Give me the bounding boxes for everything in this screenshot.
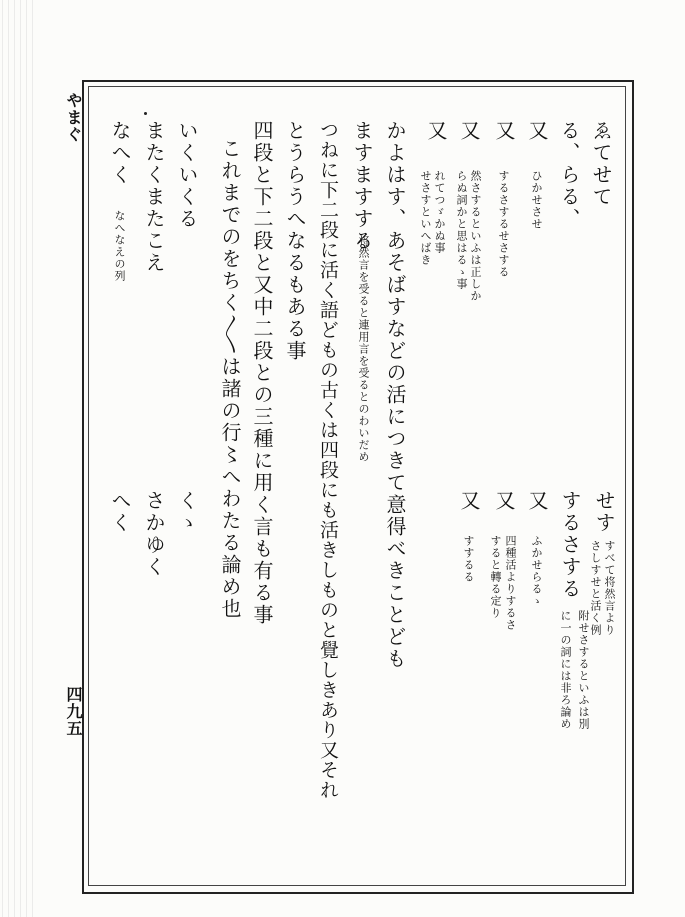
column-10: とうらうへなるもある事 xyxy=(283,120,307,362)
lower-column-5-note: すするる xyxy=(462,535,475,583)
lower-column-5: 又 xyxy=(457,490,481,512)
column-11: 四段と下二段と又中二段との三種に用く言も有る事 xyxy=(250,120,274,626)
lower-column-1: せす xyxy=(592,490,616,534)
lower-column-4: 又 xyxy=(492,490,516,512)
column-8-note: 将然言を受ると連用言を受るとのわいだめ xyxy=(357,235,370,463)
lower-column-3: 又 xyxy=(525,490,549,512)
column-6-note-a: れてつゞかぬ事 xyxy=(433,170,446,254)
column-4-note: するさするせさする xyxy=(497,170,510,278)
column-2: る、らる、 xyxy=(557,120,581,230)
lower-column-2-note-b: に一の詞には非ろ論め xyxy=(559,610,572,730)
column-12: これまでのをちく〳〵は諸の行〻へわたる論め也 xyxy=(218,138,242,620)
lower-column-4-note-a: 四種活よりするさ xyxy=(504,535,517,631)
lower-column-6: くゝ xyxy=(175,490,199,534)
column-13: いくいくる xyxy=(175,120,199,230)
bullet-dot xyxy=(144,112,147,115)
column-1: ゑてせて xyxy=(589,120,613,208)
column-15: なへく xyxy=(108,120,132,186)
column-3-note: ひかせさせ xyxy=(530,170,543,230)
column-4: 又 xyxy=(492,120,516,142)
page-number: 四九五 xyxy=(64,686,83,737)
column-5: 又 xyxy=(457,120,481,142)
book-binding-edge xyxy=(0,0,38,917)
lower-column-4-note-b: すると轉る定り xyxy=(489,535,502,619)
lower-column-1-note-b: さしすせと活く例 xyxy=(589,540,602,636)
column-6-note-b: せさすといへばき xyxy=(419,170,432,266)
column-7: かよはす、あそばすなどの活につきて意得べきことども xyxy=(383,120,407,670)
lower-column-2-note-a: 附せさするといふは別 xyxy=(577,610,590,730)
lower-column-1-note-a: すべて将然言より xyxy=(603,540,616,636)
lower-column-3-note: ふかせらるゝ xyxy=(530,535,543,607)
column-5-note-b: らぬ詞かと思はるゝ事 xyxy=(455,170,468,290)
column-6: 又 xyxy=(424,120,448,142)
column-14: またくまたこえ xyxy=(142,120,166,274)
lower-column-8: へく xyxy=(108,490,132,534)
column-5-note-a: 然さするといふは正しか xyxy=(469,170,482,302)
column-3: 又 xyxy=(525,120,549,142)
lower-column-2: するさする xyxy=(558,490,582,600)
column-8: ますますする xyxy=(350,120,374,252)
column-9: つねに下二段に活く語どもの古くは四段にも活きしものと覺しきあり又それ xyxy=(317,120,339,800)
column-15-note: なへなえの列 xyxy=(113,210,126,282)
lower-column-7: さかゆく xyxy=(142,490,166,578)
running-head: やまぐ xyxy=(64,92,83,143)
